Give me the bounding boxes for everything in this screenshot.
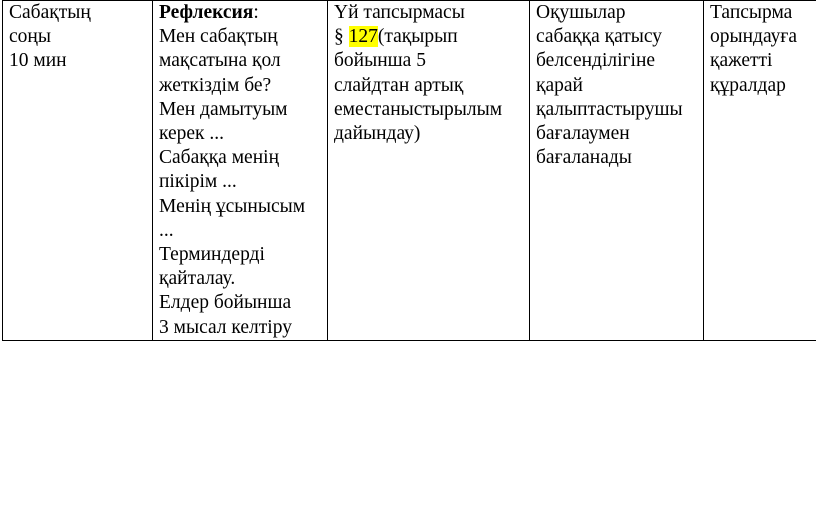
section-sign: § (334, 26, 349, 48)
activity-line: пікірім ... (159, 171, 237, 193)
stage-cell (3, 1, 153, 341)
homework-line: Үй тапсырмасы (334, 2, 465, 23)
activity-line: қайталау. (159, 268, 236, 290)
homework-line: слайдтан артық (334, 74, 464, 96)
resources-line: орындауға (710, 26, 798, 48)
assessment-line: бағаланады (536, 147, 632, 169)
activity-line: жеткіздім бе? (159, 74, 272, 96)
assessment-line: Оқушылар (536, 2, 626, 23)
assessment-cell (530, 1, 704, 341)
homework-cell (328, 1, 530, 341)
assessment-line: қалыптастырушы (536, 98, 683, 120)
homework-line: бойынша 5 (334, 50, 426, 72)
activity-line: Елдер бойынша (159, 292, 292, 314)
activity-line: ... (159, 219, 174, 241)
activity-line: Мен дамытуым (159, 98, 288, 120)
homework-line: еместаныстырылым (334, 98, 503, 120)
reflection-heading: Рефлексия (159, 2, 254, 23)
heading-colon: : (253, 2, 259, 23)
assessment-line: белсенділігіне (536, 50, 656, 72)
resources-line: құралдар (710, 74, 786, 96)
resources-line: қажетті (710, 50, 773, 72)
activity-line: Терминдерді (159, 244, 265, 266)
stage-duration: 10 мин (9, 50, 67, 72)
section-number-highlight: 127 (348, 26, 378, 48)
activity-line: мақсатына қол (159, 50, 281, 72)
homework-section-line (334, 25, 525, 49)
activity-heading-line (159, 1, 323, 25)
homework-line: дайындау) (334, 123, 421, 145)
resources-line: Тапсырма (710, 2, 793, 23)
resources-cell (704, 1, 816, 341)
stage-line: соңы (9, 26, 51, 48)
activity-line: 3 мысал келтіру (159, 316, 292, 338)
table-row (3, 1, 816, 341)
lesson-plan-table (2, 0, 816, 341)
stage-line: Сабақтың (9, 2, 91, 23)
assessment-line: қарай (536, 74, 583, 96)
activity-line: Мен сабақтың (159, 26, 278, 48)
assessment-line: бағалаумен (536, 123, 630, 145)
activity-line: Менің ұсынысым (159, 195, 306, 217)
activity-line: Сабаққа менің (159, 147, 279, 169)
activity-line: керек ... (159, 123, 225, 145)
assessment-line: сабаққа қатысу (536, 26, 662, 48)
section-rest: (тақырып (377, 26, 458, 48)
activity-cell (153, 1, 328, 341)
